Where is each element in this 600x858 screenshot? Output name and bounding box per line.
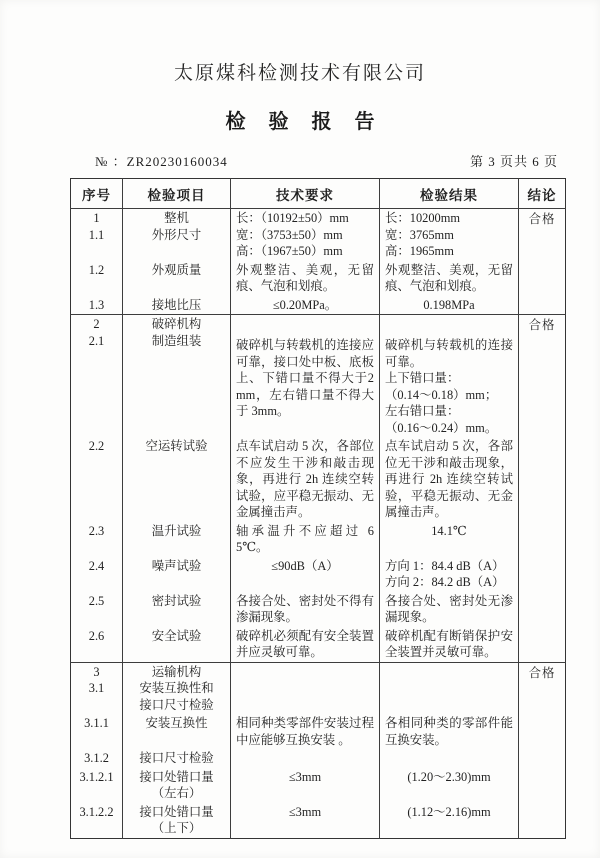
result-cell: 各接合处、密封处无渗漏现象。 [380,592,519,627]
cell-text-line: 接口尺寸检验 [139,697,214,712]
column-header: 检验结果 [380,179,519,209]
cell-text-line: 整机 [164,211,189,225]
requirement-cell: ≤3mm [231,803,380,839]
row-number-cell [71,749,123,768]
result-cell: 外观整洁、美观，无留痕、气泡和划痕。 [380,261,519,296]
meta-row [95,151,558,170]
cell-text-line: 运输机构 [151,664,202,679]
row-number-cell [71,437,123,522]
item-cell [123,803,231,839]
item-cell [123,522,231,557]
cell-text-line: 安装互换性 [145,716,208,730]
cell-text-line: 3.1.2.1 [79,769,114,784]
requirement-cell: 点车试启动 5 次，各部位不应发生干涉和敲击现象，再进行 2h 连续空转试验，应平稳无振动、无金属撞击声。 [231,437,380,522]
row-number-cell [71,768,123,803]
item-cell [123,662,231,714]
conclusion-cell: 合格 [519,662,566,838]
column-header: 序号 [71,179,123,209]
cell-text-line: 3.1 [88,681,105,695]
requirement-cell [231,209,380,261]
table-row [71,437,566,522]
requirement-cell: 破碎机与转载机的连接应可靠，接口处中板、底板上、下错口量不得大于2mm，左右错口量不得大于 3mm。 [231,315,380,438]
cell-text-line: （0.14～0.18）mm； [385,387,498,402]
row-number-cell [71,209,123,261]
requirement-cell [231,749,380,768]
cell-text-line: 长：（10192±50）mm [236,211,349,225]
report-number-value: ZR20230160034 [126,154,228,169]
item-cell [123,315,231,438]
cell-text-line: 1.2 [88,262,105,277]
requirement-cell: 破碎机必须配有安全装置并应灵敏可靠。 [231,627,380,663]
item-cell [123,296,231,315]
result-cell [380,662,519,714]
table-row [71,714,566,749]
cell-text-line: 1.3 [88,297,105,312]
table-row [71,261,566,296]
cell-text-line: 3.1.2 [84,751,109,765]
requirement-cell: 相同种类零部件安装过程中应能够互换安装 。 [231,714,380,749]
conclusion-cell: 合格 [519,209,566,315]
cell-text-line: （上下） [151,821,202,835]
cell-text-line: 上下错口量： [385,371,460,385]
row-number-cell [71,557,123,592]
row-number-cell [71,296,123,315]
cell-text-line: 温升试验 [151,523,202,538]
cell-text-line: 空运转试验 [145,439,208,453]
table-row [71,557,566,592]
cell-text-line: 破碎机与转载机的连接可靠。 [385,338,513,369]
result-cell: 点车试启动 5 次，各部位无干涉和敲击现象，再进行 2h 连续空转试验，平稳无振动、无金属撞击声。 [380,437,519,522]
cell-text-line: 2 [93,317,100,331]
row-number-cell [71,261,123,296]
table-row [71,627,566,663]
table-row [71,315,566,438]
cell-text-line: 2.3 [88,523,105,538]
row-number-cell [71,315,123,438]
header-row [71,179,566,209]
cell-text-line: 接口处错口量 [139,769,214,784]
cell-text-line: 3.1.2.2 [79,804,114,819]
cell-text-line: 制造组装 [151,333,202,348]
requirement-cell: 外观整洁、美观，无留痕、气泡和划痕。 [231,261,380,296]
requirement-cell: ≤3mm [231,768,380,803]
cell-text-line: 外形尺寸 [151,227,202,242]
result-cell: 14.1℃ [380,522,519,557]
row-number-cell [71,803,123,839]
company-name: 太原煤科检测技术有限公司 [173,63,426,84]
result-cell [380,315,519,438]
table-row [71,768,566,803]
result-cell: (1.20～2.30)mm [380,768,519,803]
cell-text-line: 方向 1：84.4 dB（A） [385,558,505,573]
cell-text-line: 2.1 [88,333,105,348]
cell-text-line: 宽：（3753±50）mm [236,227,343,242]
cell-text-line: 左右错口量： [385,404,460,418]
cell-text-line: 破碎机构 [151,317,202,331]
requirement-cell [231,662,380,714]
item-cell [123,261,231,296]
cell-text-line: 噪声试验 [151,558,202,573]
cell-text-line: 2.6 [88,628,105,643]
cell-text-line: 接口尺寸检验 [139,751,214,765]
item-cell [123,437,231,522]
table-row [71,592,566,627]
result-cell: 0.198MPa [380,296,519,315]
column-header: 检验项目 [123,179,231,209]
cell-text-line: 2.2 [88,439,105,453]
cell-text-line: 1 [93,211,100,225]
cell-text-line: 方向 2：84.2 dB（A） [385,575,505,589]
cell-text-line: 密封试验 [151,593,202,608]
requirement-cell: 轴承温升不应超过 65℃。 [231,522,380,557]
row-number-cell [71,522,123,557]
row-number-cell [71,627,123,663]
inspection-table [70,178,566,839]
item-cell [123,209,231,261]
item-cell [123,557,231,592]
report-title: 检 验 报 告 [225,111,384,133]
row-number-cell [71,662,123,714]
table-row [71,296,566,315]
cell-text-line: 宽：3765mm [385,227,454,242]
table-section-1 [71,209,566,315]
result-cell [380,749,519,768]
column-header: 结论 [519,179,566,209]
conclusion-cell: 合格 [519,315,566,663]
table-row [71,803,566,839]
column-header: 技术要求 [231,179,380,209]
table-row [71,662,566,714]
table-header [71,179,566,209]
item-cell [123,749,231,768]
cell-text-line: 1.1 [88,227,105,242]
cell-text-line: 2.4 [88,558,105,573]
result-cell: 各相同种类的零部件能互换安装。 [380,714,519,749]
cell-text-line: 安装互换性和 [139,681,214,695]
cell-text-line: 接口处错口量 [139,804,214,819]
cell-text-line: 接地比压 [151,297,202,312]
cell-text-line: （左右） [151,786,202,800]
item-cell [123,592,231,627]
cell-text-line: 长：10200mm [385,211,461,225]
row-number-cell [71,592,123,627]
cell-text-line: 安全试验 [151,628,202,643]
table-row [71,209,566,261]
cell-text-line: （0.16～0.24）mm。 [385,420,498,435]
cell-text-line: 3.1.1 [84,716,109,730]
table-row [71,522,566,557]
requirement-cell: ≤90dB（A） [231,557,380,592]
report-number-label: № ： [95,154,127,169]
item-cell [123,627,231,663]
item-cell [123,714,231,749]
cell-text-line: 高：（1967±50）mm [236,244,343,258]
cell-text-line: 2.5 [88,593,105,608]
table-section-2 [71,315,566,663]
table-section-3 [71,662,566,838]
row-number-cell [71,714,123,749]
cell-text-line: 3 [93,664,100,679]
table-row [71,749,566,768]
result-cell [380,209,519,261]
result-cell: (1.12～2.16)mm [380,803,519,839]
page-indicator: 第 3 页共 6 页 [469,154,558,169]
requirement-cell: 各接合处、密封处不得有渗漏现象。 [231,592,380,627]
result-cell: 破碎机配有断销保护安全装置并灵敏可靠。 [380,627,519,663]
result-cell [380,557,519,592]
cell-text-line: 外观质量 [151,262,202,277]
requirement-cell: ≤0.20MPa。 [231,296,380,315]
item-cell [123,768,231,803]
cell-text-line: 高：1965mm [385,244,454,258]
report-number [95,151,228,170]
